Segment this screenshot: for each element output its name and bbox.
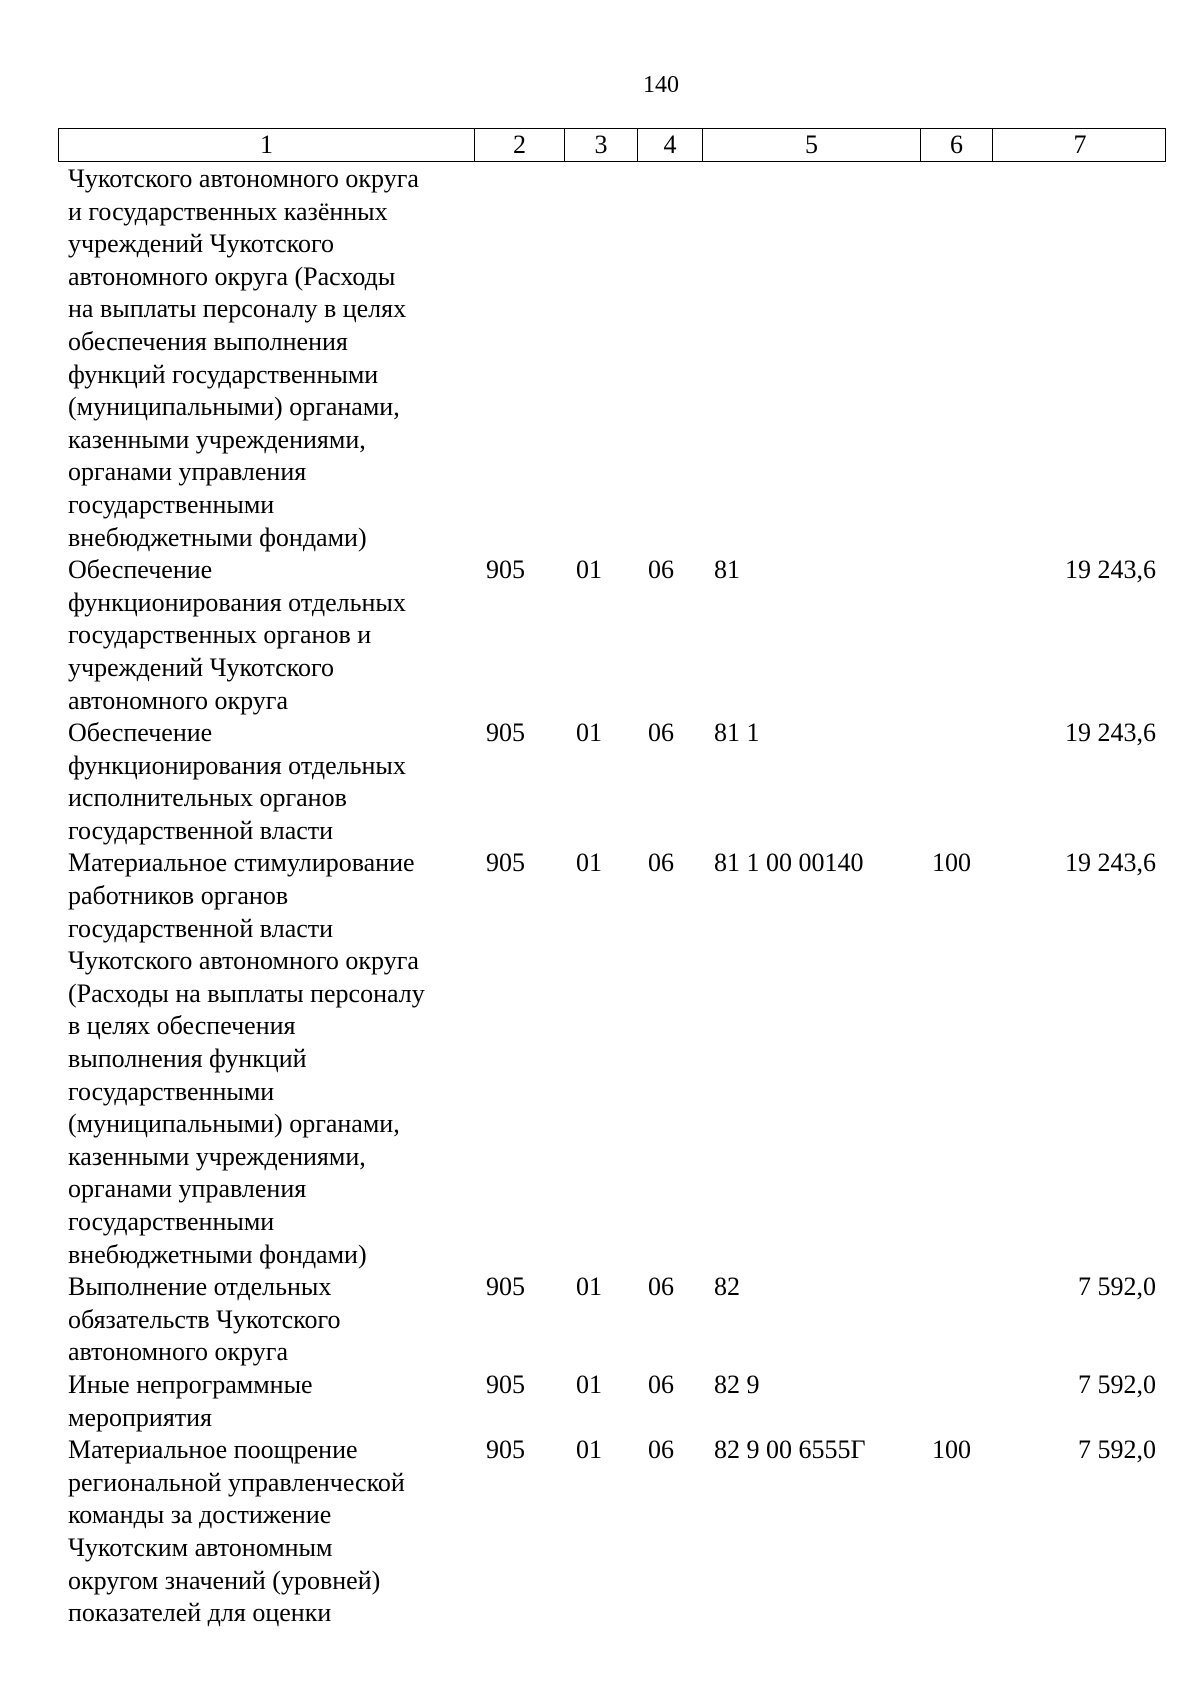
header-col-2: 2	[475, 129, 565, 161]
row-col-4: 06	[648, 1369, 674, 1399]
header-col-4: 4	[638, 129, 703, 161]
page-number: 140	[643, 72, 679, 98]
row-col-5: 82 9 00 6555Г	[714, 1435, 866, 1465]
row-col-5: 81 1 00 00140	[714, 848, 864, 878]
row-col-7: 19 243,6	[1065, 718, 1156, 748]
row-col-4: 06	[648, 1435, 674, 1465]
table-body	[58, 163, 1166, 1630]
row-col-5: 82 9	[714, 1369, 760, 1399]
table-row	[58, 554, 1166, 717]
row-col-5: 81 1	[714, 718, 760, 748]
row-col-2: 905	[486, 848, 525, 878]
row-col-7: 19 243,6	[1065, 555, 1156, 585]
row-col-3: 01	[576, 848, 602, 878]
row-col-6: 100	[932, 848, 971, 878]
table-row	[58, 1434, 1166, 1630]
row-col-6: 100	[932, 1435, 971, 1465]
row-col-7: 7 592,0	[1078, 1369, 1156, 1399]
row-col-2: 905	[486, 1272, 525, 1302]
row-description: Иные непрограммные мероприятия	[68, 1369, 313, 1432]
row-col-3: 01	[576, 718, 602, 748]
table-row	[58, 847, 1166, 1271]
row-description: Чукотского автономного округа и государственных казённых учреждений Чукотского автономного округа (Расходы на выплаты персоналу в целях обеспечения выполнения функций государственными (муниципальными) органами, казенными учреждениями, органами управления государственными внебюджетными фондами)	[68, 164, 419, 552]
row-col-4: 06	[648, 1272, 674, 1302]
row-col-2: 905	[486, 555, 525, 585]
table-row	[58, 1271, 1166, 1369]
row-col-4: 06	[648, 718, 674, 748]
header-col-3: 3	[565, 129, 638, 161]
row-description: Материальное стимулирование работников органов государственной власти Чукотского автономного округа (Расходы на выплаты персоналу в целях обеспечения выполнения функций государственными (муниципальными) органами, казенными учреждениями, органами управления государственными внебюджетными фондами)	[68, 848, 425, 1269]
row-description: Обеспечение функционирования отдельных государственных органов и учреждений Чукотского автономного округа	[68, 555, 406, 715]
table-header	[58, 128, 1166, 162]
row-col-7: 7 592,0	[1078, 1272, 1156, 1302]
header-col-7: 7	[1073, 130, 1087, 159]
row-col-4: 06	[648, 555, 674, 585]
row-col-7: 19 243,6	[1065, 848, 1156, 878]
row-col-2: 905	[486, 718, 525, 748]
header-col-6: 6	[921, 129, 993, 161]
header-col-5: 5	[703, 129, 921, 161]
row-col-3: 01	[576, 555, 602, 585]
row-col-2: 905	[486, 1435, 525, 1465]
row-description: Выполнение отдельных обязательств Чукотского автономного округа	[68, 1272, 341, 1367]
table-row	[58, 163, 1166, 554]
row-col-2: 905	[486, 1369, 525, 1399]
row-col-3: 01	[576, 1272, 602, 1302]
row-col-3: 01	[576, 1435, 602, 1465]
table-row	[58, 1369, 1166, 1434]
row-description: Материальное поощрение региональной управленческой команды за достижение Чукотским автономным округом значений (уровней) показателей для оценки	[68, 1435, 405, 1628]
row-col-4: 06	[648, 848, 674, 878]
row-description: Обеспечение функционирования отдельных исполнительных органов государственной власти	[68, 718, 406, 845]
row-col-7: 7 592,0	[1078, 1435, 1156, 1465]
row-col-5: 82	[714, 1272, 740, 1302]
header-col-1: 1	[59, 129, 475, 161]
row-col-5: 81	[714, 555, 740, 585]
row-col-3: 01	[576, 1369, 602, 1399]
table-row	[58, 717, 1166, 847]
